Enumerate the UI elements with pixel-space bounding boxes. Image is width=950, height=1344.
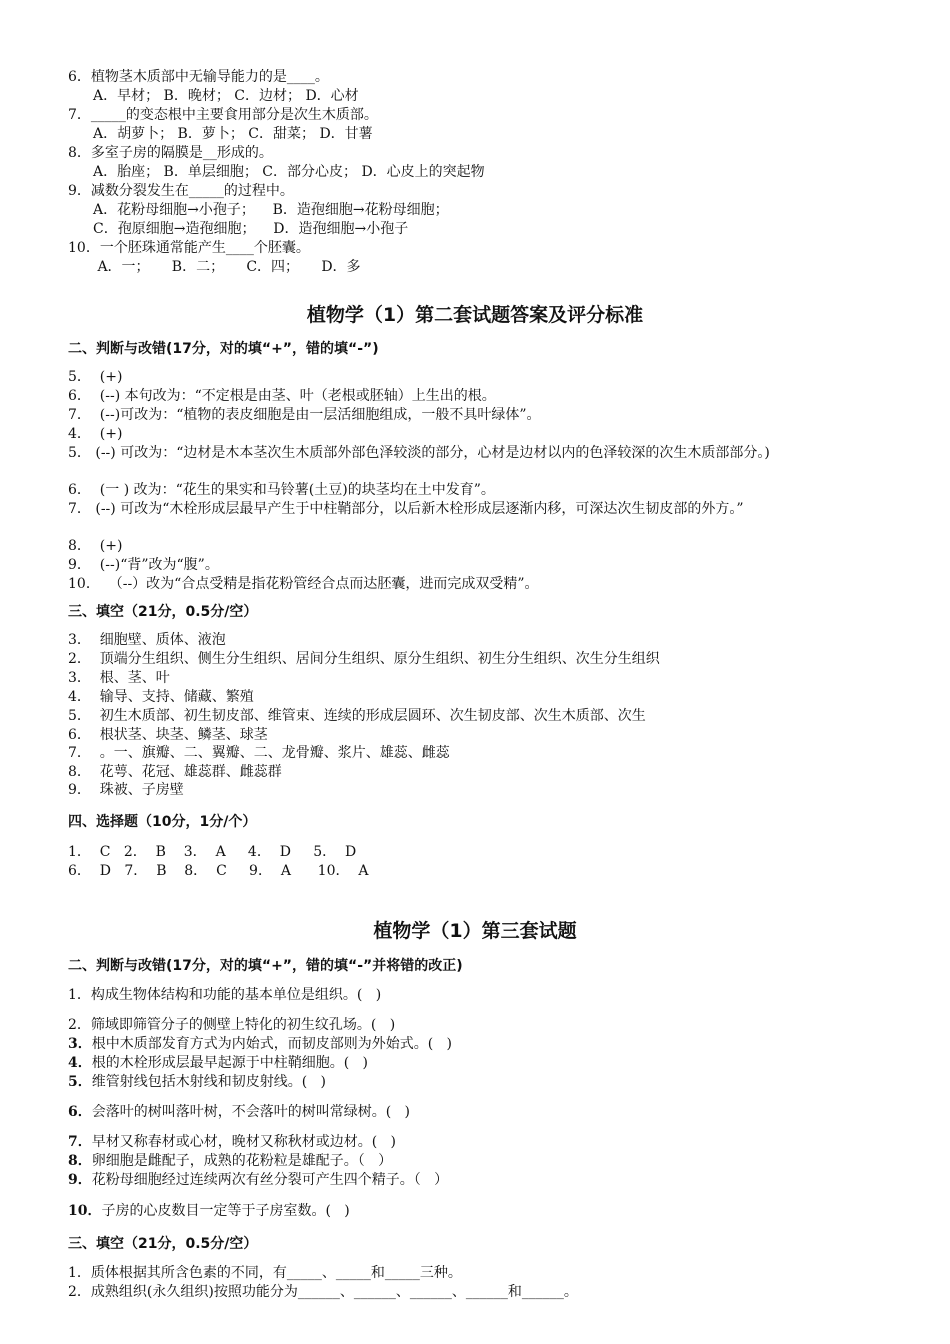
section-fill-answers-heading: 三、填空（21分，0.5分/空）: [68, 604, 258, 620]
question-6-options: A．早材； B．晚材； C．边材； D．心材: [93, 88, 359, 104]
answer-fill-line: 3． 细胞壁、质体、液泡: [68, 632, 226, 648]
question-9-options-a: A．花粉母细胞→小孢子； B．造孢细胞→花粉母细胞；: [93, 202, 449, 218]
answer-fill-line: 7． 。一、旗瓣、二、翼瓣、二、龙骨瓣、浆片、雄蕊、雌蕊: [68, 745, 450, 761]
answer-choice-line: 1． C 2． B 3． A 4． D 5． D: [68, 844, 357, 860]
judge-question: 6．会落叶的树叫落叶树，不会落叶的树叫常绿树。( ): [68, 1104, 411, 1120]
exam-3-title: 植物学（1）第三套试题: [373, 920, 577, 942]
answer-judge-line: 6． (--) 本句改为：“不定根是由茎、叶（老根或胚轴）上生出的根。: [68, 388, 496, 404]
answer-fill-line: 2． 顶端分生组织、侧生分生组织、居间分生组织、原分生组织、初生分生组织、次生分生组织: [68, 651, 660, 667]
question-10-options: A．一； B．二； C．四； D．多: [93, 259, 361, 275]
judge-question: 9．花粉母细胞经过连续两次有丝分裂可产生四个精子。（ ）: [68, 1172, 449, 1188]
answer-judge-line: 4． (+): [68, 426, 123, 442]
question-9: 9．减数分裂发生在_____的过程中。: [68, 183, 294, 199]
question-7-options: A．胡萝卜； B．萝卜； C．甜菜； D．甘薯: [93, 126, 373, 142]
answer-choice-line: 6． D 7． B 8． C 9． A 10． A: [68, 863, 369, 879]
answer-judge-line: 8． (+): [68, 538, 123, 554]
question-6: 6．植物茎木质部中无输导能力的是____。: [68, 69, 329, 85]
question-7: 7．_____的变态根中主要食用部分是次生木质部。: [68, 107, 378, 123]
section-judge-answers-heading: 二、判断与改错(17分，对的填“+”，错的填“-”): [68, 341, 379, 357]
answer-fill-line: 6． 根状茎、块茎、鳞茎、球茎: [68, 727, 268, 743]
section-choice-answers-heading: 四、选择题（10分，1分/个）: [68, 814, 257, 830]
answer-judge-line: 7． (--)可改为：“植物的表皮细胞是由一层活细胞组成，一般不具叶绿体”。: [68, 407, 541, 423]
judge-question: 1．构成生物体结构和功能的基本单位是组织。( ): [68, 987, 382, 1003]
section-judge-heading: 二、判断与改错(17分，对的填“+”，错的填“-”并将错的改正): [68, 958, 463, 974]
answer-judge-line: 6． (一 ) 改为：“花生的果实和马铃薯(土豆)的块茎均在土中发育”。: [68, 482, 495, 498]
judge-question: 4．根的木栓形成层最早起源于中柱鞘细胞。( ): [68, 1055, 369, 1071]
answer-fill-line: 4． 输导、支持、储藏、繁殖: [68, 689, 254, 705]
fill-question: 2．成熟组织(永久组织)按照功能分为______、______、______、______和______。: [68, 1284, 578, 1300]
answer-fill-line: 3． 根、茎、叶: [68, 670, 170, 686]
answer-judge-line: 7． (--) 可改为“木栓形成层最早产生于中柱鞘部分，以后新木栓形成层逐渐内移，可深达次生韧皮部的外方。”: [68, 501, 744, 517]
answer-fill-line: 9． 珠被、子房壁: [68, 782, 184, 798]
answer-judge-line: 5． (--) 可改为：“边材是木本茎次生木质部外部色泽较淡的部分，心材是边材以内的色泽较深的次生木质部部分。): [68, 445, 770, 461]
judge-question: 2．筛域即筛管分子的侧壁上特化的初生纹孔场。( ): [68, 1017, 396, 1033]
judge-question: 10．子房的心皮数目一定等于子房室数。( ): [68, 1203, 350, 1219]
question-8-options: A．胎座； B．单层细胞； C．部分心皮； D．心皮上的突起物: [93, 164, 485, 180]
answer-judge-line: 10． （--）改为“合点受精是指花粉管经合点而达胚囊，进而完成双受精”。: [68, 576, 539, 592]
question-10: 10．一个胚珠通常能产生____个胚囊。: [68, 240, 310, 256]
judge-question: 3．根中木质部发育方式为内始式，而韧皮部则为外始式。( ): [68, 1036, 453, 1052]
answer-key-title: 植物学（1）第二套试题答案及评分标准: [306, 304, 644, 326]
answer-fill-line: 8． 花萼、花冠、雄蕊群、雌蕊群: [68, 764, 282, 780]
answer-judge-line: 5． (+): [68, 369, 123, 385]
question-8: 8．多室子房的隔膜是__形成的。: [68, 145, 273, 161]
judge-question: 7．早材又称春材或心材，晚材又称秋材或边材。( ): [68, 1134, 397, 1150]
answer-judge-line: 9． (--)“背”改为“腹”。: [68, 557, 219, 573]
judge-question: 5．维管射线包括木射线和韧皮射线。( ): [68, 1074, 327, 1090]
question-9-options-b: C．孢原细胞→造孢细胞； D．造孢细胞→小孢子: [93, 221, 409, 237]
fill-question: 1．质体根据其所含色素的不同，有_____、_____和_____三种。: [68, 1265, 462, 1281]
answer-fill-line: 5． 初生木质部、初生韧皮部、维管束、连续的形成层圆环、次生韧皮部、次生木质部、次生: [68, 708, 646, 724]
judge-question: 8．卵细胞是雌配子，成熟的花粉粒是雄配子。（ ）: [68, 1153, 393, 1169]
section-fill-heading: 三、填空（21分，0.5分/空）: [68, 1236, 258, 1252]
